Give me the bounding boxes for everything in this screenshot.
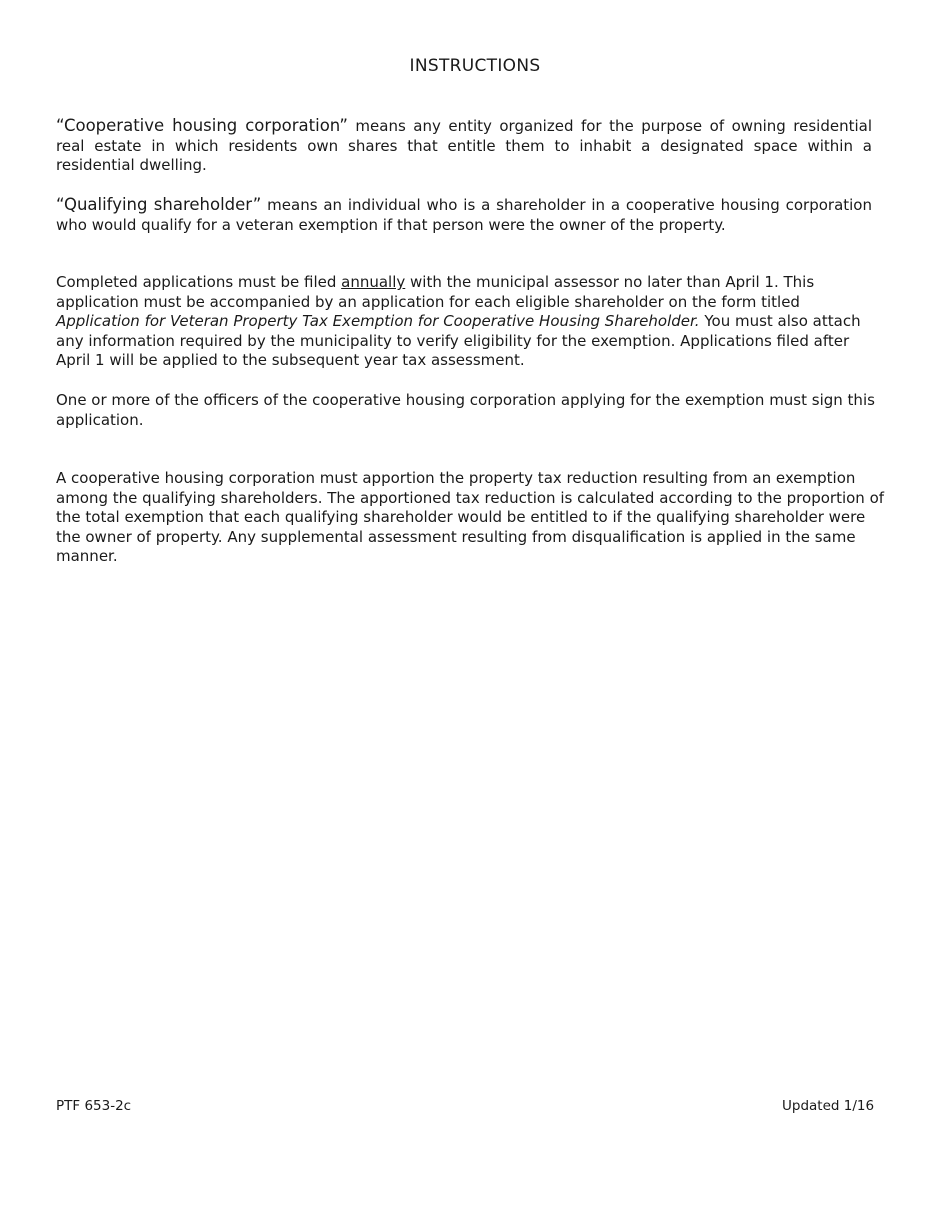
definition-text: means any entity organized for the purpose of owning residential real estate in which residents own shares that entitle them to inhabit a designated space within a residential dwelling. (56, 117, 872, 175)
filing-text-part2: with the municipal assessor no later than April 1. This application must be accompanied by an application for each eligible shareholder on the form titled (56, 273, 815, 311)
definition-cooperative-housing-corporation (56, 116, 872, 176)
form-number: PTF 653-2c (56, 1098, 132, 1114)
filing-text-part1: Completed applications must be filed (56, 273, 342, 291)
definition-qualifying-shareholder (56, 195, 872, 235)
form-title-reference: Application for Veteran Property Tax Exemption for Cooperative Housing Shareholder. (56, 312, 700, 331)
underlined-annually: annually (341, 273, 406, 291)
definition-text: means an individual who is a shareholder in a cooperative housing corporation who would qualify for a veteran exemption if that person were the owner of the property. (56, 196, 872, 234)
apportion-instructions-paragraph: A cooperative housing corporation must apportion the property tax reduction resulting from an exemption among the qualifying shareholders. The apportioned tax reduction is calculated according to the proportion of the total exemption that each qualifying shareholder would be entitled to if the qualifying shareholder were the owner of property. Any supplemental assessment resulting from disqualification is applied in the same manner. (56, 469, 885, 566)
signature-instructions-paragraph: One or more of the officers of the cooperative housing corporation applying for the exemption must sign this application. (56, 391, 875, 429)
filing-instructions-paragraph (56, 273, 887, 371)
definition-term: “Qualifying shareholder” (56, 195, 262, 214)
definition-term: “Cooperative housing corporation” (56, 116, 348, 135)
updated-date: Updated 1/16 (782, 1098, 875, 1114)
page-title: INSTRUCTIONS (409, 56, 541, 76)
filing-text-part3: You must also attach any information required by the municipality to verify eligibility for the exemption. Applications filed after April 1 will be applied to the subsequent year tax assessment. (56, 312, 861, 370)
